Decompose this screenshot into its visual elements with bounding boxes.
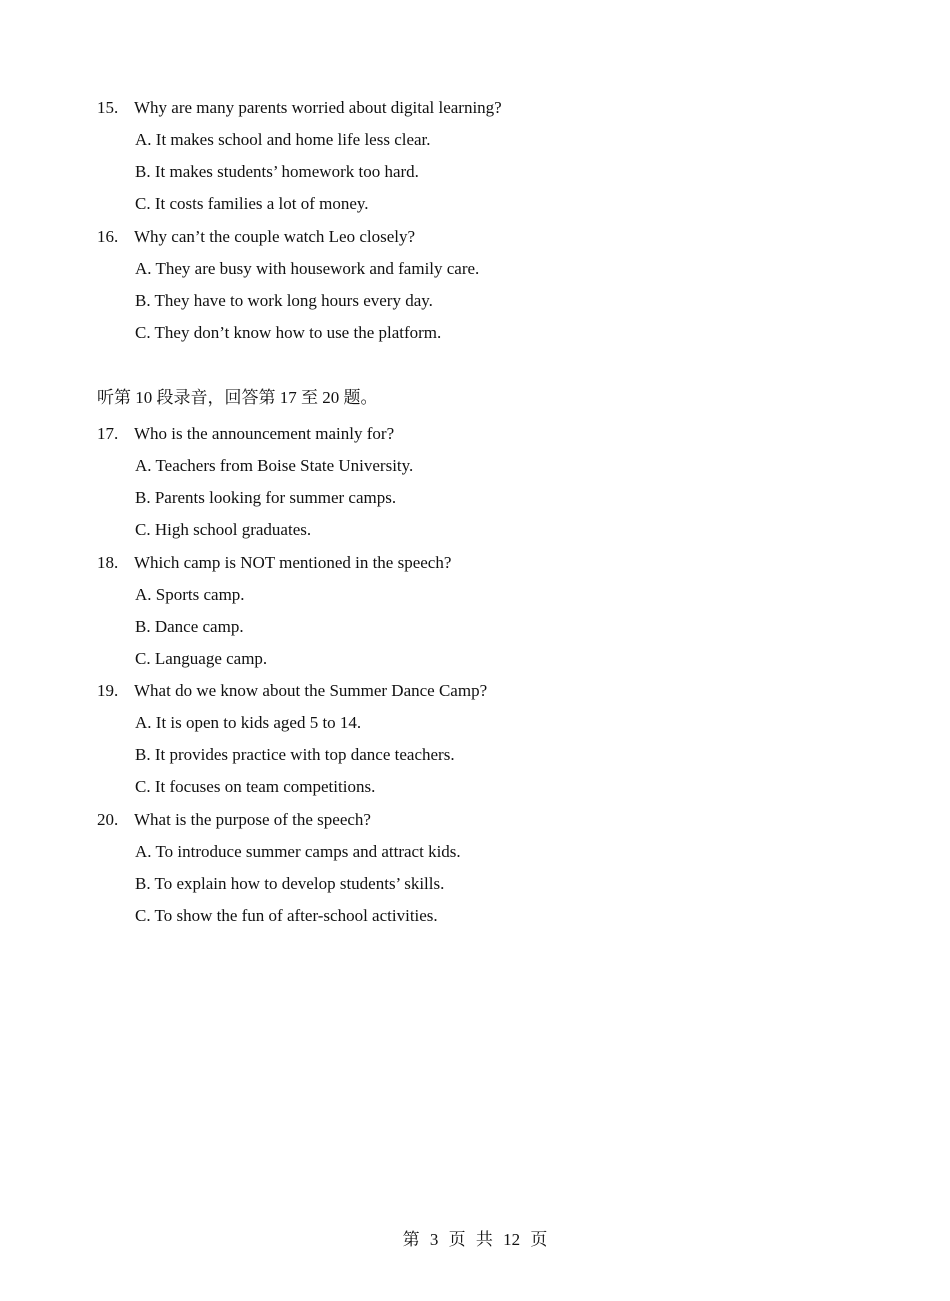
page-number-footer: 第 3 页 共 12 页 xyxy=(402,1230,548,1249)
option-b: B. Dance camp. xyxy=(135,617,244,636)
question-text: What do we know about the Summer Dance Camp? xyxy=(134,681,488,700)
option-a: A. They are busy with housework and family care. xyxy=(135,259,480,278)
option-c: C. It costs families a lot of money. xyxy=(135,194,369,213)
option-a: A. It is open to kids aged 5 to 14. xyxy=(135,713,362,732)
option-c: C. To show the fun of after-school activities. xyxy=(135,906,438,925)
section-instruction: 听第 10 段录音，回答第 17 至 20 题。 xyxy=(97,388,378,407)
question-text: What is the purpose of the speech? xyxy=(134,810,371,829)
question-number: 20. xyxy=(97,810,119,829)
question-number: 16. xyxy=(97,227,119,246)
option-a: A. Sports camp. xyxy=(135,585,245,604)
question-text: Why can’t the couple watch Leo closely? xyxy=(134,227,416,246)
question-text: Why are many parents worried about digital learning? xyxy=(134,98,502,117)
option-b: B. They have to work long hours every day. xyxy=(135,291,433,310)
option-b: B. To explain how to develop students’ skills. xyxy=(135,874,445,893)
option-c: C. Language camp. xyxy=(135,649,268,668)
option-a: A. Teachers from Boise State University. xyxy=(135,456,414,475)
question-number: 19. xyxy=(97,681,119,700)
option-b: B. It provides practice with top dance teachers. xyxy=(135,745,455,764)
question-number: 17. xyxy=(97,424,119,443)
option-c: C. High school graduates. xyxy=(135,520,312,539)
option-b: B. Parents looking for summer camps. xyxy=(135,488,397,507)
option-a: A. It makes school and home life less clear. xyxy=(135,130,431,149)
option-a: A. To introduce summer camps and attract kids. xyxy=(135,842,461,861)
option-c: C. They don’t know how to use the platform. xyxy=(135,323,442,342)
question-text: Who is the announcement mainly for? xyxy=(134,424,395,443)
question-number: 15. xyxy=(97,98,119,117)
option-c: C. It focuses on team competitions. xyxy=(135,777,376,796)
option-b: B. It makes students’ homework too hard. xyxy=(135,162,419,181)
question-number: 18. xyxy=(97,553,119,572)
question-text: Which camp is NOT mentioned in the speech? xyxy=(134,553,452,572)
